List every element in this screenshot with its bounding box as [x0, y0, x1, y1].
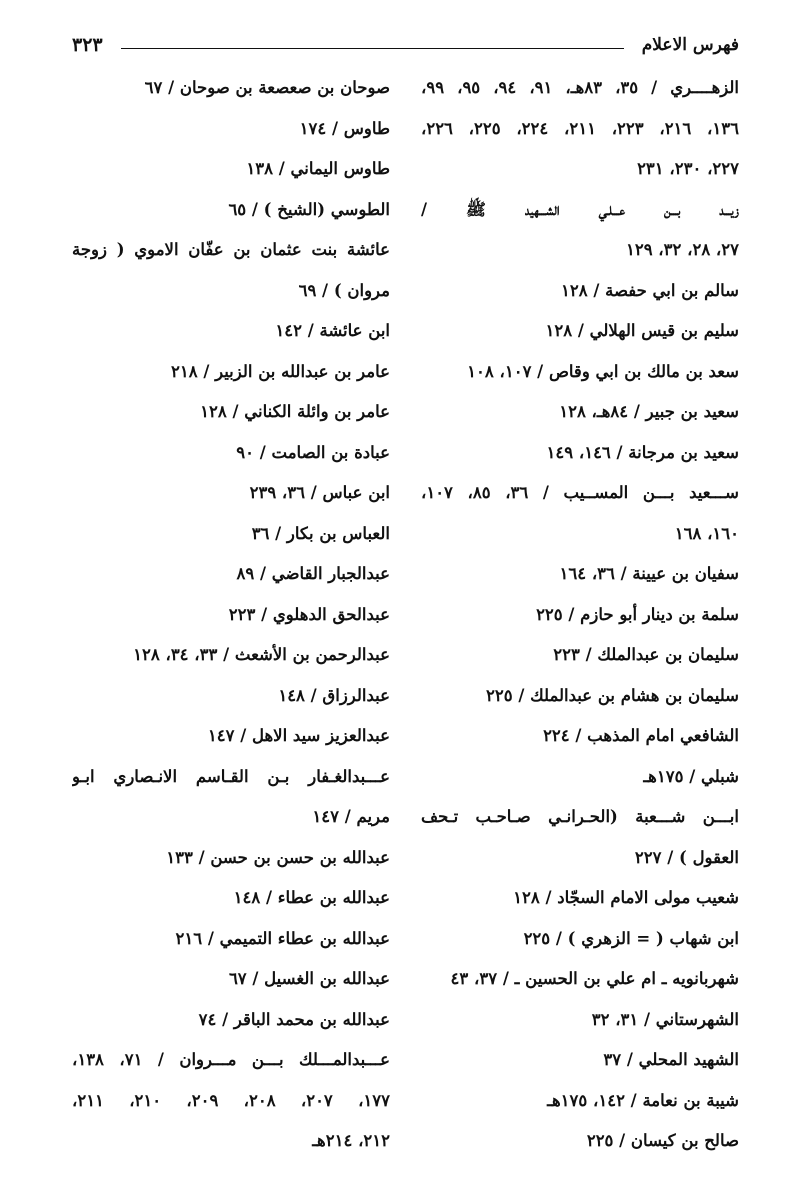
index-entry: سعيد بن مرجانة / ١٤٦، ١٤٩ — [546, 442, 739, 462]
index-entry: مروان ) / ٦٩ — [298, 280, 390, 300]
left-column — [72, 68, 390, 1162]
index-entry: شيبة بن نعامة / ١٤٢، ١٧٥هـ — [547, 1090, 739, 1110]
index-entry: عائشة بنت عثمان بن عفّان الاموي ( زوجة — [72, 240, 390, 259]
index-entry: سعد بن مالك بن ابي وقاص / ١٠٧، ١٠٨ — [467, 361, 739, 381]
index-entry: الشهرستاني / ٣١، ٣٢ — [591, 1009, 739, 1029]
index-entry: العقول ) / ٢٢٧ — [634, 847, 739, 867]
index-entry: ٢١٢، ٢١٤هـ — [312, 1131, 390, 1150]
index-entry: عبدالرحمن بن الأشعث / ٣٣، ٣٤، ١٢٨ — [133, 645, 390, 664]
index-entry: ابن عائشة / ١٤٢ — [275, 321, 390, 340]
index-entry: ١٧٧، ٢٠٧، ٢٠٨، ٢٠٩، ٢١٠، ٢١١، — [72, 1090, 390, 1110]
index-entry: طاوس / ١٧٤ — [299, 118, 390, 138]
index-entry: عبدالرزاق / ١٤٨ — [278, 685, 390, 705]
index-entry: عبدالله بن حسن بن حسن / ١٣٣ — [166, 847, 390, 867]
index-entry: سالم بن ابي حفصة / ١٢٨ — [561, 280, 739, 300]
index-entry: عبدالله بن عطاء التميمي / ٢١٦ — [175, 928, 390, 948]
index-entry: عـــبدالغـفار بـن القـاسم الانـصاري ابـو — [72, 766, 390, 786]
index-entry: ابن عباس / ٣٦، ٢٣٩ — [249, 483, 390, 502]
index-entry: ١٦٠، ١٦٨ — [674, 523, 739, 543]
index-entry: ســـعيد بـــن المســيب / ٣٦، ٨٥، ١٠٧، — [421, 483, 739, 502]
index-entry: العباس بن بكار / ٣٦ — [251, 523, 390, 543]
index-entry: ٢٧، ٢٨، ٣٢، ١٢٩ — [625, 240, 739, 259]
page-header — [72, 28, 739, 62]
index-entry: عبدالعزيز سيد الاهل / ١٤٧ — [207, 726, 390, 745]
index-entry: عبدالله بن محمد الباقر / ٧٤ — [198, 1009, 390, 1029]
index-entry: سلمة بن دينار أبو حازم / ٢٢٥ — [536, 604, 739, 624]
index-entry: شعيب مولى الامام السجّاد / ١٢٨ — [513, 888, 739, 907]
index-entry: طاوس اليماني / ١٣٨ — [246, 159, 390, 178]
index-entry: سعيد بن جبير / ٨٤هـ، ١٢٨ — [559, 402, 739, 421]
index-entry: شهربانويه ـ ام علي بن الحسين ـ / ٣٧، ٤٣ — [450, 969, 739, 988]
header-rule — [121, 48, 624, 49]
right-column — [421, 68, 739, 1162]
index-entry: سليمان بن عبدالملك / ٢٢٣ — [553, 645, 739, 664]
index-entry: عبدالحق الدهلوي / ٢٢٣ — [228, 604, 390, 624]
index-entry: عامر بن وائلة الكناني / ١٢٨ — [200, 402, 390, 421]
index-entry: شبلي / ١٧٥هـ — [643, 766, 739, 786]
index-entry: الزهــــري / ٣٥، ٨٣هـ، ٩١، ٩٤، ٩٥، ٩٩، — [421, 78, 739, 97]
index-entry: سليمان بن هشام بن عبدالملك / ٢٢٥ — [485, 685, 739, 705]
index-entry: زيـــد بـــن عـــلـي الشـــهيد ﷺ / — [421, 199, 739, 219]
index-entry: عامر بن عبدالله بن الزبير / ٢١٨ — [170, 361, 390, 381]
index-entry: ابن شهاب ( = الزهري ) / ٢٢٥ — [523, 928, 739, 948]
index-entry: سليم بن قيس الهلالي / ١٢٨ — [545, 321, 739, 340]
index-entry: عـــبدالمـــلك بـــن مـــروان / ٧١، ١٣٨، — [72, 1050, 390, 1069]
running-title: فهرس الاعلام — [641, 35, 739, 55]
index-entry: عبدالله بن عطاء / ١٤٨ — [233, 888, 390, 907]
page-number: ٣٢٣ — [72, 34, 103, 56]
index-entry: عبدالجبار القاضي / ٨٩ — [236, 564, 390, 583]
index-entry: ابـــن شـــعبة (الحـرانـي صـاحـب تـحف — [421, 807, 739, 826]
index-entry: عبادة بن الصامت / ٩٠ — [236, 442, 390, 462]
index-entry: ٢٢٧، ٢٣٠، ٢٣١ — [637, 159, 739, 178]
index-entry: عبدالله بن الغسيل / ٦٧ — [228, 969, 390, 988]
index-entry: الشافعي امام المذهب / ٢٢٤ — [543, 726, 739, 745]
index-entry: مريم / ١٤٧ — [312, 807, 390, 826]
index-entry: ١٣٦، ٢١٦، ٢٢٣، ٢١١، ٢٢٤، ٢٢٥، ٢٢٦، — [421, 118, 739, 138]
index-entry: الطوسي (الشيخ ) / ٦٥ — [228, 199, 390, 219]
index-columns — [72, 68, 739, 1162]
index-entry: سفيان بن عيينة / ٣٦، ١٦٤ — [559, 564, 739, 583]
index-entry: الشهيد المحلي / ٣٧ — [603, 1050, 739, 1069]
index-entry: صالح بن كيسان / ٢٢٥ — [586, 1131, 739, 1150]
index-entry: صوحان بن صعصعة بن صوحان / ٦٧ — [144, 78, 390, 97]
